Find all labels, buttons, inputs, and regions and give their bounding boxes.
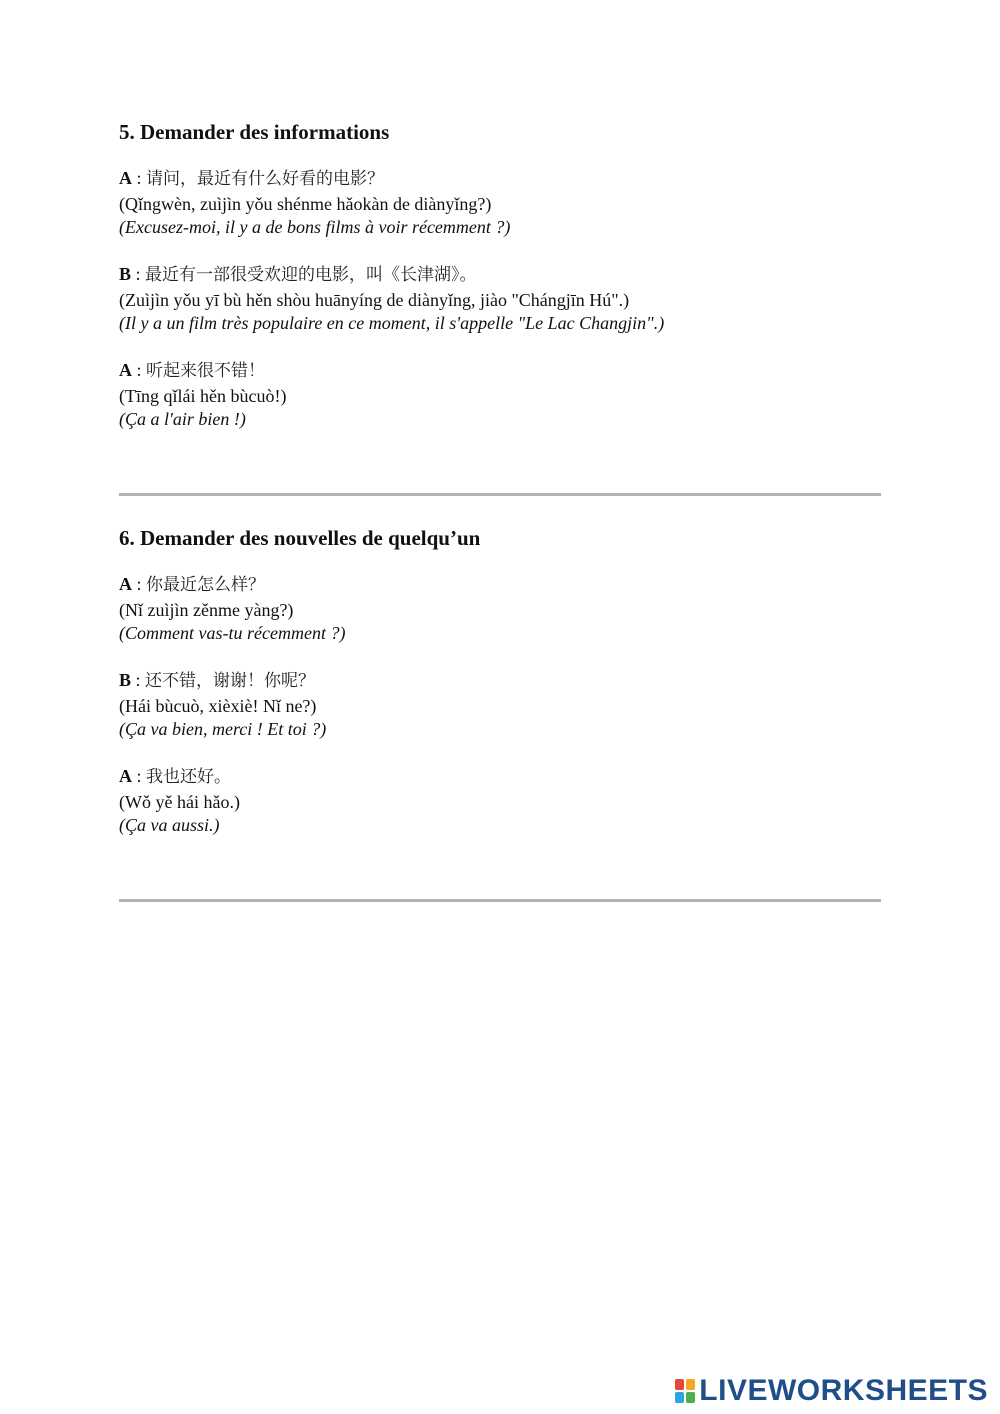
- chinese-text: 请问，最近有什么好看的电影？: [146, 169, 385, 189]
- chinese-text: 你最近怎么样？: [146, 575, 266, 595]
- chinese-line: [119, 261, 881, 288]
- chinese-line: [119, 571, 881, 598]
- dialogue-line: [119, 261, 881, 335]
- dialogue-line: [119, 667, 881, 741]
- separator: :: [131, 670, 146, 690]
- separator: :: [132, 168, 147, 188]
- speaker-label: A: [119, 360, 132, 380]
- french-translation: (Comment vas-tu récemment ?): [119, 623, 346, 643]
- speaker-label: A: [119, 168, 132, 188]
- chinese-line: [119, 357, 881, 384]
- chinese-text: 我也还好。: [146, 767, 232, 787]
- french-translation: (Ça va bien, merci ! Et toi ?): [119, 719, 327, 739]
- dialogue-line: [119, 763, 881, 837]
- chinese-text: 还不错，谢谢！你呢？: [145, 671, 316, 691]
- logo-tile: [675, 1379, 684, 1390]
- speaker-label: B: [119, 670, 132, 690]
- french-translation: (Il y a un film très populaire en ce moment, il s'appelle "Le Lac Changjin".): [119, 313, 665, 333]
- french-translation: (Ça a l'air bien !): [119, 409, 246, 429]
- separator: :: [131, 264, 146, 284]
- liveworksheets-brand[interactable]: [675, 1374, 988, 1408]
- pinyin-text: (Nǐ zuìjìn zěnme yàng?): [119, 600, 294, 620]
- pinyin-text: (Wǒ yě hái hǎo.): [119, 792, 240, 812]
- logo-tile: [686, 1379, 695, 1390]
- chinese-line: [119, 165, 881, 192]
- pinyin-text: (Zuìjìn yǒu yī bù hěn shòu huānyíng de diànyǐng, jiào "Chángjīn Hú".): [119, 290, 630, 310]
- chinese-line: [119, 763, 881, 790]
- logo-tile: [675, 1392, 684, 1403]
- brand-name: LIVEWORKSHEETS: [699, 1374, 988, 1407]
- section-title: 5. Demander des informations: [119, 120, 390, 144]
- dialogue-line: [119, 357, 881, 431]
- dialogue-line: [119, 571, 881, 645]
- logo-tile: [686, 1392, 695, 1403]
- section-6: [119, 524, 881, 859]
- liveworksheets-logo-icon: [675, 1379, 695, 1403]
- section-divider: [119, 899, 881, 902]
- pinyin-text: (Hái bùcuò, xièxiè! Nǐ ne?): [119, 696, 317, 716]
- french-translation: (Excusez-moi, il y a de bons films à voir récemment ?): [119, 217, 511, 237]
- section-divider: [119, 493, 881, 496]
- speaker-label: A: [119, 766, 132, 786]
- pinyin-text: (Qǐngwèn, zuìjìn yǒu shénme hǎokàn de diànyǐng?): [119, 194, 492, 214]
- speaker-label: B: [119, 264, 132, 284]
- dialogue-line: [119, 165, 881, 239]
- separator: :: [132, 766, 147, 786]
- french-translation: (Ça va aussi.): [119, 815, 220, 835]
- chinese-line: [119, 667, 881, 694]
- separator: :: [132, 360, 147, 380]
- section-title: 6. Demander des nouvelles de quelqu’un: [119, 526, 481, 550]
- section-5: [119, 118, 881, 453]
- separator: :: [132, 574, 147, 594]
- chinese-text: 最近有一部很受欢迎的电影，叫《长津湖》。: [145, 265, 477, 285]
- pinyin-text: (Tīng qǐlái hěn bùcuò!): [119, 386, 287, 406]
- chinese-text: 听起来很不错！: [146, 361, 266, 381]
- speaker-label: A: [119, 574, 132, 594]
